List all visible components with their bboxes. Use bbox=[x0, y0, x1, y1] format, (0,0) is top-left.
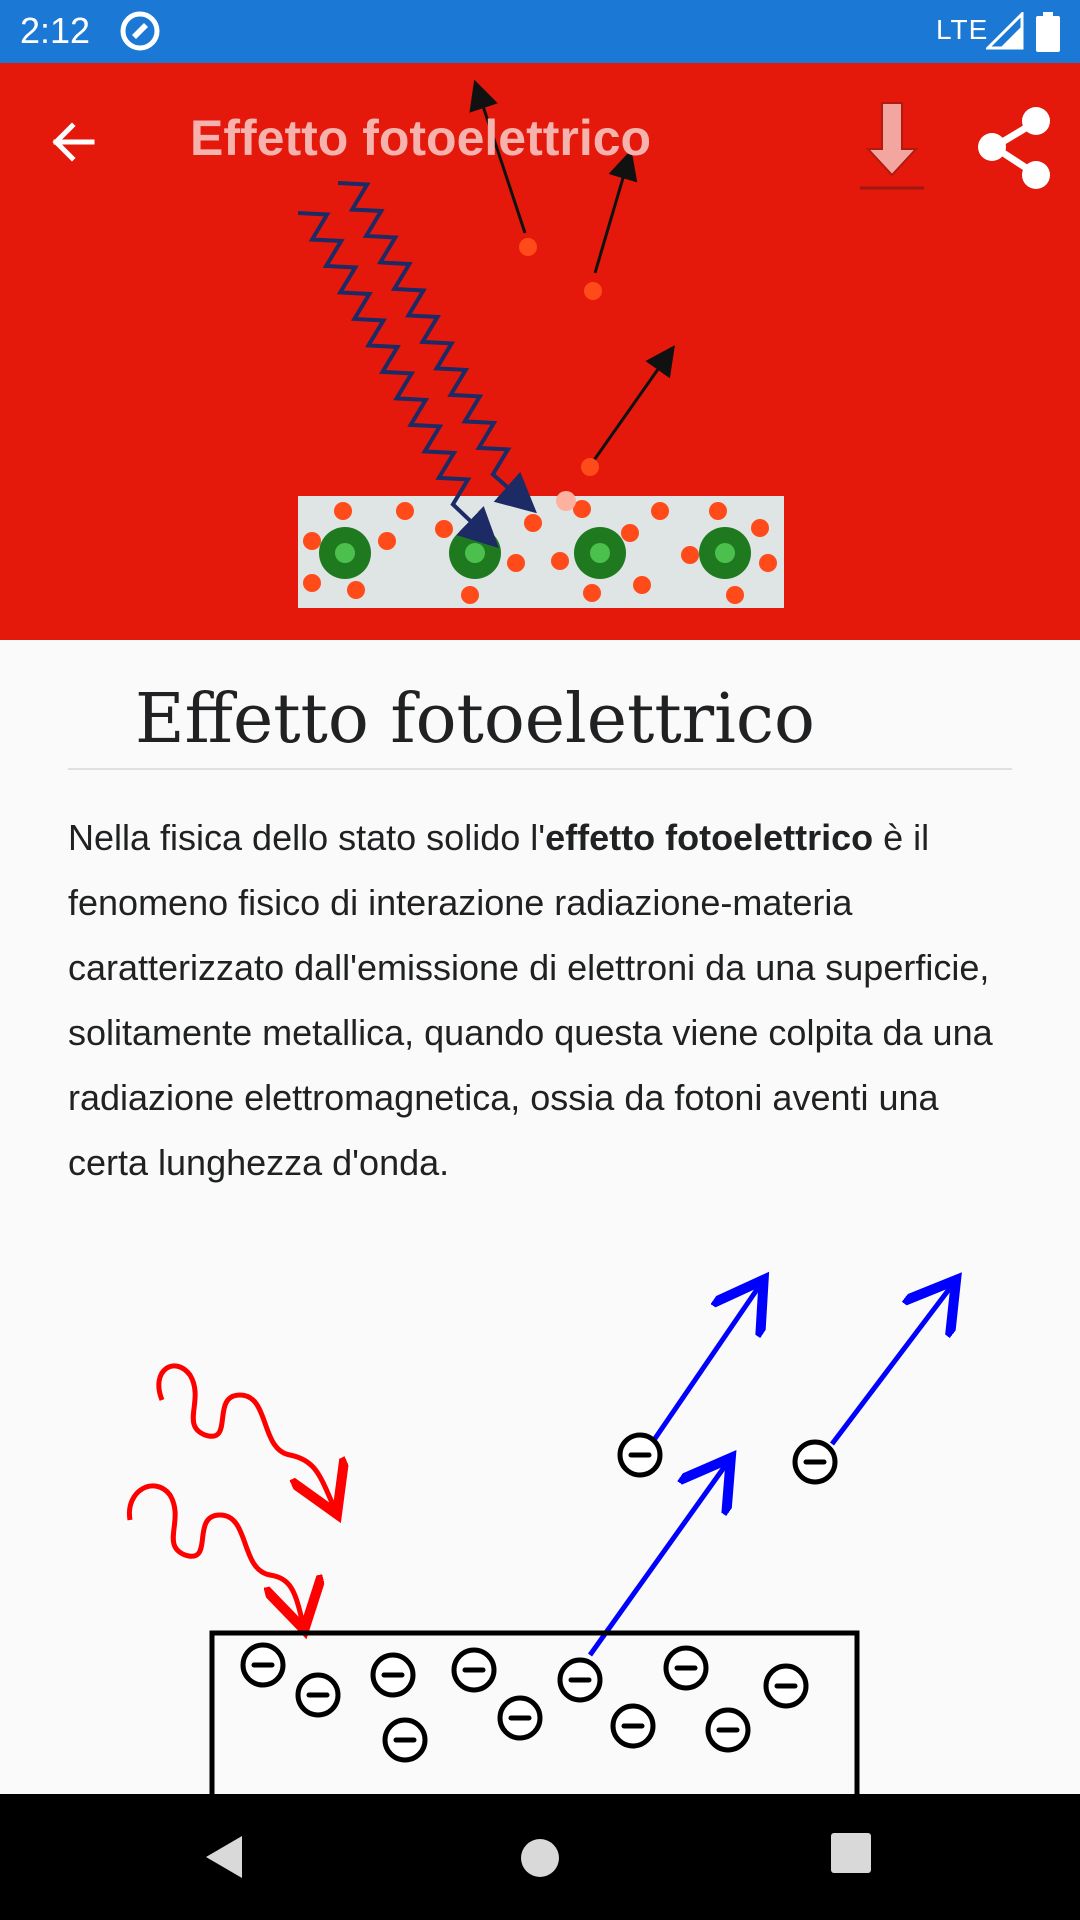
toolbar-title: Effetto fotoelettrico bbox=[190, 110, 652, 166]
download-icon[interactable] bbox=[852, 97, 932, 197]
back-button[interactable] bbox=[38, 107, 108, 177]
navigation-bar bbox=[0, 1794, 1080, 1920]
paragraph-bold-term: effetto fotoelettrico bbox=[545, 817, 874, 858]
battery-icon bbox=[1036, 12, 1060, 52]
back-arrow-icon bbox=[48, 117, 98, 167]
paragraph-text-before: Nella fisica dello stato solido l' bbox=[68, 817, 546, 858]
hero-image bbox=[0, 63, 1080, 640]
title-divider bbox=[68, 768, 1012, 770]
status-bar bbox=[0, 0, 1080, 63]
article-paragraph bbox=[68, 805, 1018, 1195]
status-time: 2:12 bbox=[20, 10, 91, 51]
nav-recents-icon[interactable] bbox=[830, 1832, 872, 1874]
app-notification-icon bbox=[118, 9, 162, 53]
share-icon[interactable] bbox=[964, 97, 1060, 197]
plate-electrons bbox=[243, 1645, 806, 1760]
article-content[interactable] bbox=[0, 640, 1080, 1794]
photoelectric-diagram bbox=[0, 1200, 1080, 1794]
network-type: LTE bbox=[936, 14, 989, 45]
nav-home-icon[interactable] bbox=[514, 1832, 566, 1884]
nav-back-icon[interactable] bbox=[200, 1832, 250, 1882]
signal-icon bbox=[986, 12, 1024, 50]
article-title: Effetto fotoelettrico bbox=[135, 680, 815, 759]
emitted-electrons bbox=[620, 1435, 835, 1482]
paragraph-text-after: è il fenomeno fisico di interazione radiazione-materia caratterizzato dall'emissione di elettroni da una superficie, solitamente metallica, quando questa viene colpita da una radiazione elettromagnetica, ossia da fotoni aventi una certa lunghezza d'onda. bbox=[68, 817, 993, 1183]
